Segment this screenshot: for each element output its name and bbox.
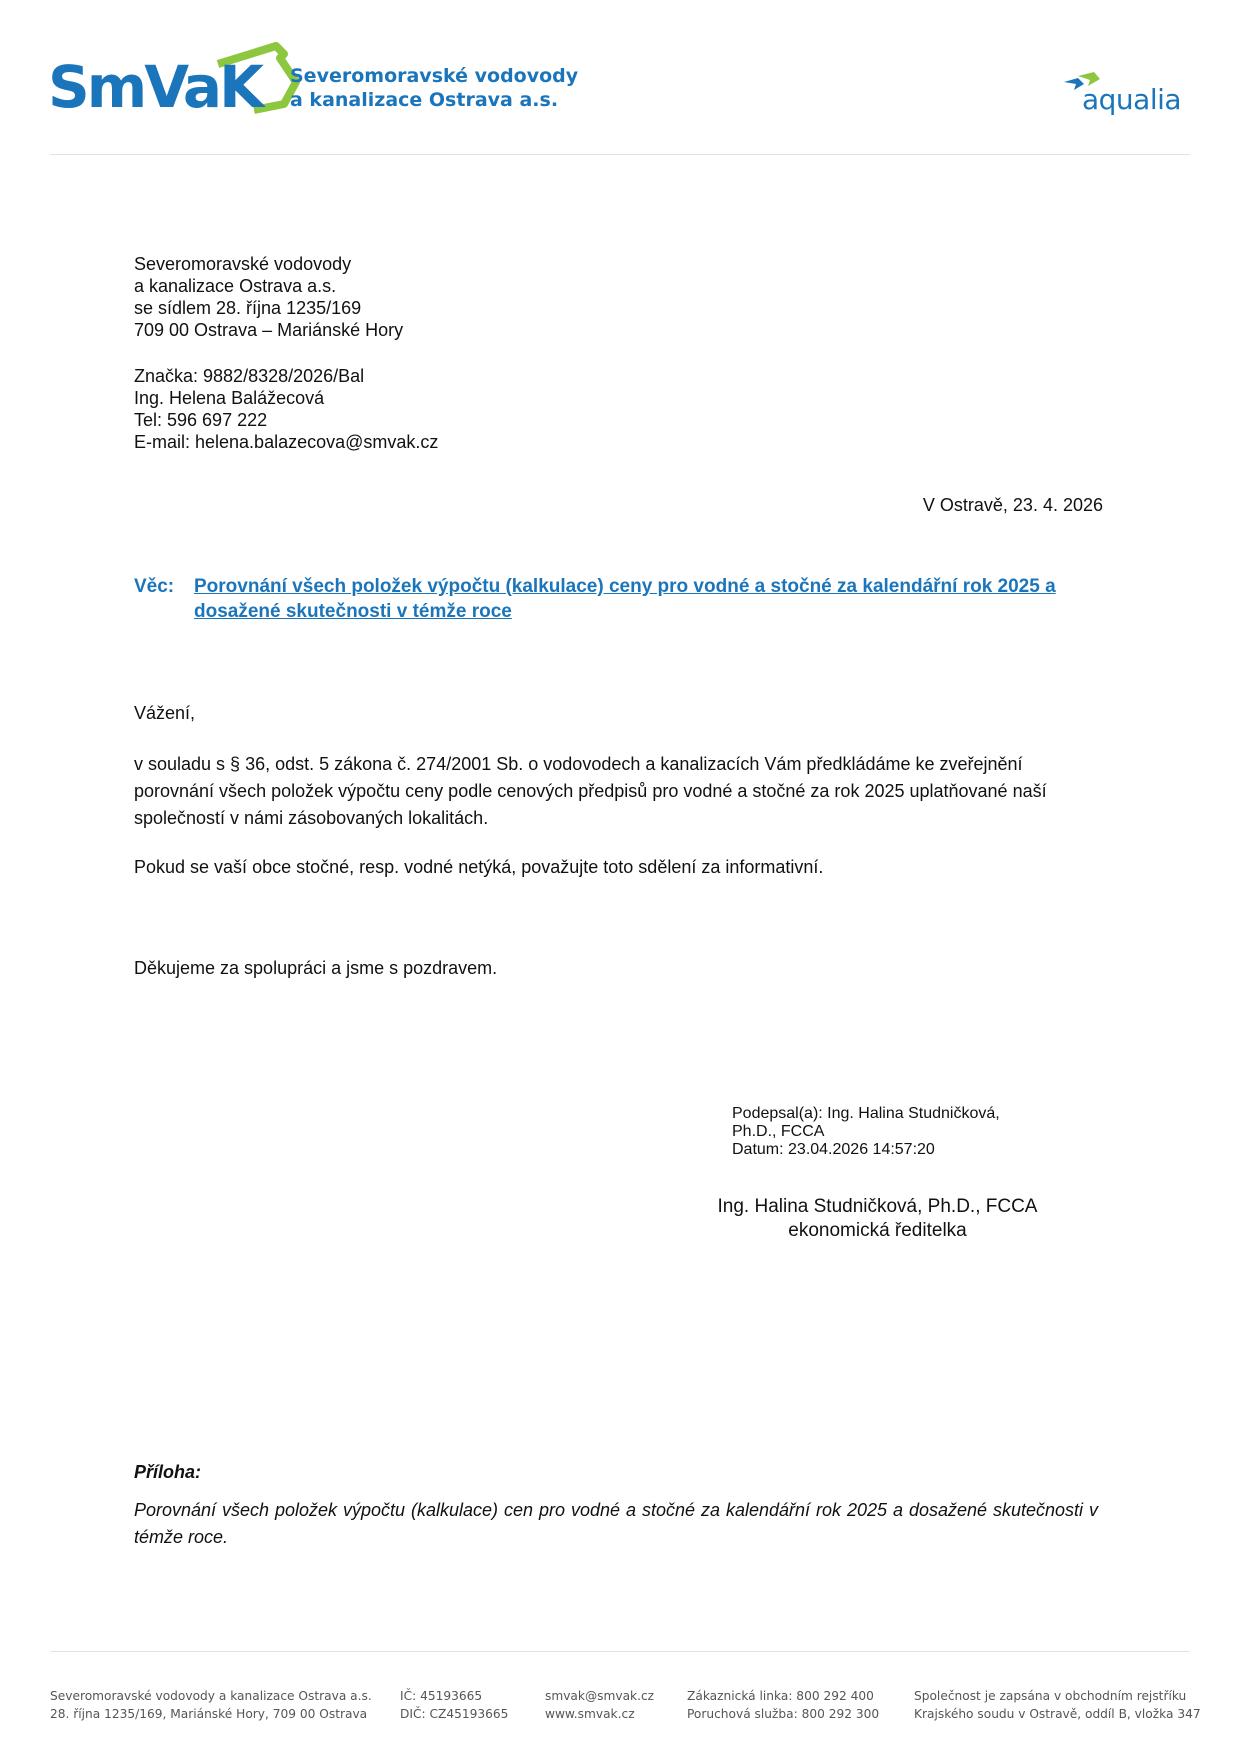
footer-line: DIČ: CZ45193665: [400, 1707, 509, 1721]
contact-email: E-mail: helena.balazecova@smvak.cz: [134, 432, 439, 452]
signature-line: Ph.D., FCCA: [732, 1123, 825, 1140]
contact-info: [134, 365, 438, 453]
footer-web: [545, 1687, 654, 1723]
footer-divider: [50, 1651, 1190, 1652]
sender-line: Severomoravské vodovody: [134, 254, 352, 274]
signer-block: [700, 1195, 1055, 1243]
signer-name: Ing. Halina Studničková, Ph.D., FCCA: [717, 1196, 1038, 1217]
sender-address: [134, 253, 403, 341]
footer-line: IČ: 45193665: [400, 1689, 483, 1703]
footer-company: [50, 1687, 372, 1723]
signature-line: Podepsal(a): Ing. Halina Studničková,: [732, 1105, 1000, 1122]
footer-line: Zákaznická linka: 800 292 400: [687, 1689, 874, 1703]
header-divider: [50, 154, 1190, 155]
sender-line: se sídlem 28. října 1235/169: [134, 298, 362, 318]
aqualia-wordmark: aqualia: [1082, 83, 1182, 116]
signer-title: ekonomická ředitelka: [788, 1220, 967, 1241]
logo-company-name: [290, 64, 578, 112]
footer-line: Severomoravské vodovody a kanalizace Ostrava a.s.: [50, 1689, 372, 1703]
subject-label: Věc:: [134, 576, 175, 597]
footer-line: Poruchová služba: 800 292 300: [687, 1707, 880, 1721]
footer-email-link[interactable]: smvak@smvak.cz: [545, 1689, 655, 1703]
sender-line: 709 00 Ostrava – Mariánské Hory: [134, 320, 404, 340]
aqualia-logo: [1062, 72, 1192, 124]
letter-date: V Ostravě, 23. 4. 2026: [922, 495, 1103, 515]
footer-line: Společnost je zapsána v obchodním rejstříku: [914, 1689, 1187, 1703]
digital-signature: [732, 1105, 1000, 1159]
greeting: Vážení,: [134, 703, 196, 723]
footer-registry: [914, 1687, 1201, 1723]
body-paragraph-2: Pokud se vaší obce stočné, resp. vodné netýká, považujte toto sdělení za informativní.: [134, 857, 824, 877]
logo-company-line: Severomoravské vodovody: [290, 65, 579, 87]
footer-ids: [400, 1687, 508, 1723]
attachment-text: Porovnání všech položek výpočtu (kalkulace) cen pro vodné a stočné za kalendářní rok 2025 a dosažené skutečnosti v témže roce.: [134, 1500, 1098, 1547]
signature-date: Datum: 23.04.2026 14:57:20: [732, 1141, 935, 1158]
footer-line: 28. října 1235/169, Mariánské Hory, 709 00 Ostrava: [50, 1707, 368, 1721]
closing: Děkujeme za spolupráci a jsme s pozdravem.: [134, 958, 498, 978]
reference-number: Značka: 9882/8328/2026/Bal: [134, 366, 365, 386]
body-paragraph-1: v souladu s § 36, odst. 5 zákona č. 274/2001 Sb. o vodovodech a kanalizacích Vám předkládáme ke zveřejnění porovnání všech položek výpočtu ceny podle cenových předpisů pro vodné a stočné za rok 2025 uplatňované naší společností v námi zásobovaných lokalitách.: [134, 754, 1047, 828]
footer-phones: [687, 1687, 879, 1723]
contact-phone: Tel: 596 697 222: [134, 410, 268, 430]
sender-line: a kanalizace Ostrava a.s.: [134, 276, 337, 296]
subject-text: Porovnání všech položek výpočtu (kalkulace) ceny pro vodné a stočné za kalendářní rok 2025 a dosažené skutečnosti v témže roce: [194, 576, 1056, 622]
contact-name: Ing. Helena Balážecová: [134, 388, 325, 408]
smvak-logo: [48, 38, 579, 128]
logo-wordmark: SmVaK: [48, 53, 262, 121]
footer-line: Krajského soudu v Ostravě, oddíl B, vložka 347: [914, 1707, 1201, 1721]
footer-web-link[interactable]: www.smvak.cz: [545, 1707, 635, 1721]
attachment-title: Příloha:: [134, 1462, 202, 1482]
logo-company-line: a kanalizace Ostrava a.s.: [290, 89, 559, 111]
